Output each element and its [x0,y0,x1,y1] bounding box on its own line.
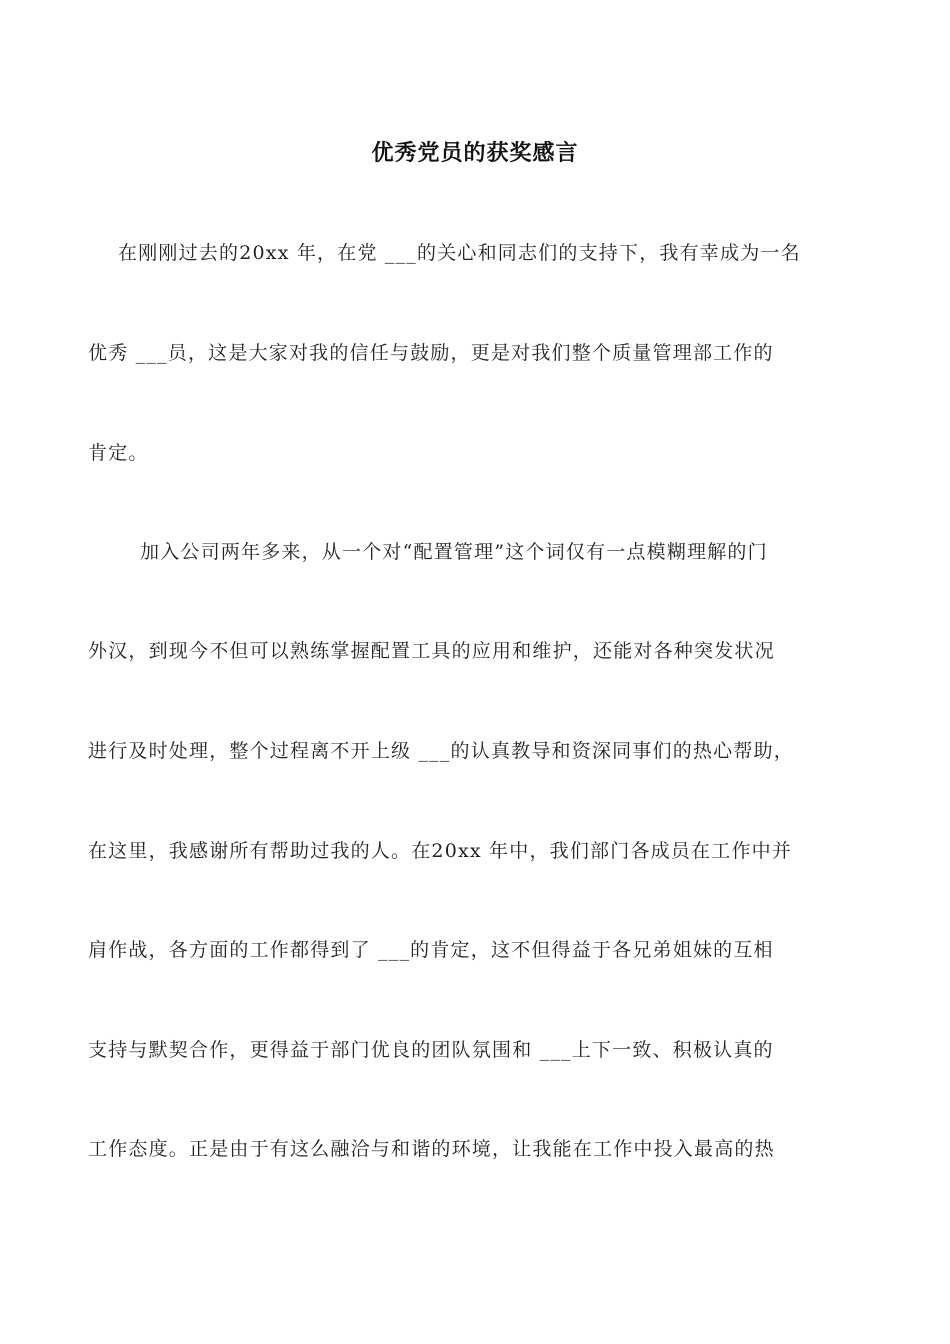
paragraph-2-line-5: 肩作战，各方面的工作都得到了 ___的肯定，这不但得益于各兄弟姐妹的互相 [88,939,774,961]
paragraph-2-line-1: 加入公司两年多来，从一个对“配置管理”这个词仅有一点模糊理解的门 [140,541,768,563]
document-title: 优秀党员的获奖感言 [371,140,579,166]
paragraph-1-line-1: 在刚刚过去的20xx 年，在党 ___的关心和同志们的支持下，我有幸成为一名 [118,242,801,264]
paragraph-1-line-3: 肯定。 [88,442,149,464]
paragraph-1-line-2: 优秀 ___员，这是大家对我的信任与鼓励，更是对我们整个质量管理部工作的 [88,342,774,364]
paragraph-2-line-2: 外汉，到现今不但可以熟练掌握配置工具的应用和维护，还能对各种突发状况 [88,640,775,662]
paragraph-2-line-7: 工作态度。正是由于有这么融洽与和谐的环境，让我能在工作中投入最高的热 [88,1138,775,1160]
paragraph-2-line-6: 支持与默契合作，更得益于部门优良的团队氛围和 ___上下一致、积极认真的 [88,1039,774,1061]
paragraph-2-line-3: 进行及时处理，整个过程离不开上级 ___的认真教导和资深同事们的热心帮助， [88,740,794,762]
paragraph-2-line-4: 在这里，我感谢所有帮助过我的人。在20xx 年中，我们部门各成员在工作中并 [88,840,793,862]
